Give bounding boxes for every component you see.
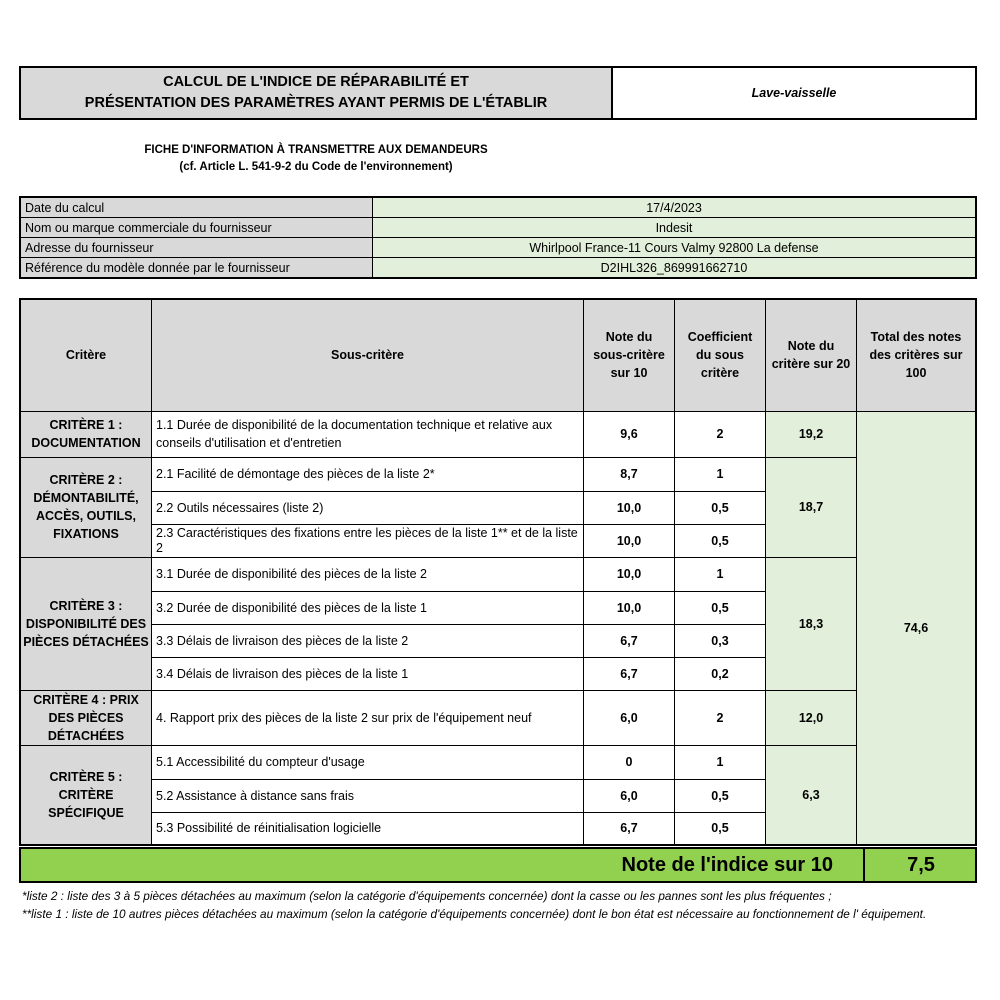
sub-criterion-note: 9,6 [584,411,675,457]
title-line-2: PRÉSENTATION DES PARAMÈTRES AYANT PERMIS DE L'ÉTABLIR [84,95,548,111]
header-coef: Coefficient du sous critère [675,299,766,411]
sub-criterion-coef: 0,5 [675,812,766,845]
table-row [20,557,976,591]
sub-criterion-coef: 0,2 [675,657,766,690]
header-critere: Critère [20,299,152,411]
sub-criterion-coef: 0,5 [675,591,766,624]
sheet-subtitle [19,142,613,176]
criterion-2-score: 18,7 [766,457,857,557]
info-row [20,258,976,279]
sub-criterion-note: 6,7 [584,624,675,657]
sub-criterion-note: 6,0 [584,690,675,745]
criterion-2-name: CRITÈRE 2 : DÉMONTABILITÉ, ACCÈS, OUTILS, FIXATIONS [20,457,152,557]
info-value: D2IHL326_869991662710 [373,258,977,279]
repairability-table [19,298,977,846]
sub-criterion-note: 6,0 [584,779,675,812]
info-label: Référence du modèle donnée par le fournisseur [20,258,373,279]
subtitle-line-2: (cf. Article L. 541-9-2 du Code de l'environnement) [179,161,453,173]
sub-criterion-label: 5.3 Possibilité de réinitialisation logicielle [152,812,584,845]
sub-criterion-coef: 0,5 [675,491,766,524]
info-row [20,218,976,238]
header-note-critere: Note du critère sur 20 [766,299,857,411]
sub-criterion-label: 4. Rapport prix des pièces de la liste 2 sur prix de l'équipement neuf [152,690,584,745]
info-value: Indesit [373,218,977,238]
footnotes [22,887,977,923]
sub-criterion-coef: 2 [675,411,766,457]
index-label: Note de l'indice sur 10 [621,853,833,876]
criterion-3-name: CRITÈRE 3 : DISPONIBILITÉ DES PIÈCES DÉTACHÉES [20,557,152,690]
header-sous-critere: Sous-critère [152,299,584,411]
criterion-3-score: 18,3 [766,557,857,690]
header-total: Total des notes des critères sur 100 [857,299,977,411]
criterion-5-name: CRITÈRE 5 : CRITÈRE SPÉCIFIQUE [20,745,152,845]
sub-criterion-coef: 1 [675,457,766,491]
header-row [20,299,976,411]
sub-criterion-label: 2.3 Caractéristiques des fixations entre les pièces de la liste 1** et de la liste 2 [152,524,584,557]
sub-criterion-note: 6,7 [584,657,675,690]
info-value: 17/4/2023 [373,197,977,218]
criterion-1-name: CRITÈRE 1 : DOCUMENTATION [20,411,152,457]
table-row [20,745,976,779]
document-title [19,66,613,120]
sub-criterion-coef: 1 [675,745,766,779]
table-row [20,457,976,491]
sub-criterion-label: 3.3 Délais de livraison des pièces de la liste 2 [152,624,584,657]
supplier-info-table [19,196,977,279]
sub-criterion-label: 2.1 Facilité de démontage des pièces de la liste 2* [152,457,584,491]
info-label: Date du calcul [20,197,373,218]
criterion-5-score: 6,3 [766,745,857,845]
sub-criterion-label: 2.2 Outils nécessaires (liste 2) [152,491,584,524]
sub-criterion-note: 10,0 [584,557,675,591]
table-row [20,411,976,457]
sub-criterion-note: 0 [584,745,675,779]
sub-criterion-note: 10,0 [584,491,675,524]
table-row [20,690,976,745]
info-row [20,238,976,258]
product-category: Lave-vaisselle [613,66,977,120]
footnote-liste-2: *liste 2 : liste des 3 à 5 pièces détachées au maximum (selon la catégorie d'équipements concernée) dont la casse ou les pannes sont les plus fréquentes ; [22,889,832,903]
sub-criterion-label: 5.1 Accessibilité du compteur d'usage [152,745,584,779]
sub-criterion-label: 3.1 Durée de disponibilité des pièces de la liste 2 [152,557,584,591]
sub-criterion-note: 6,7 [584,812,675,845]
total-score-100: 74,6 [857,411,977,845]
sub-criterion-label: 3.2 Durée de disponibilité des pièces de la liste 1 [152,591,584,624]
sub-criterion-label: 5.2 Assistance à distance sans frais [152,779,584,812]
header-note-sous: Note du sous-critère sur 10 [584,299,675,411]
info-value: Whirlpool France-11 Cours Valmy 92800 La defense [373,238,977,258]
sub-criterion-label: 3.4 Délais de livraison des pièces de la liste 1 [152,657,584,690]
sub-criterion-coef: 0,5 [675,779,766,812]
subtitle-line-1: FICHE D'INFORMATION À TRANSMETTRE AUX DEMANDEURS [144,144,488,156]
footnote-liste-1: **liste 1 : liste de 10 autres pièces détachées au maximum (selon la catégorie d'équipements concernée) dont le bon état est nécessaire au fonctionnement de l' équipement. [22,907,927,921]
sub-criterion-note: 10,0 [584,524,675,557]
sub-criterion-note: 10,0 [584,591,675,624]
sub-criterion-coef: 1 [675,557,766,591]
index-value: 7,5 [863,847,977,883]
info-label: Adresse du fournisseur [20,238,373,258]
sub-criterion-note: 8,7 [584,457,675,491]
sub-criterion-label: 1.1 Durée de disponibilité de la documentation technique et relative aux conseils d'utilisation et d'entretien [152,411,584,457]
info-row [20,197,976,218]
criterion-4-score: 12,0 [766,690,857,745]
criterion-4-name: CRITÈRE 4 : PRIX DES PIÈCES DÉTACHÉES [20,690,152,745]
info-label: Nom ou marque commerciale du fournisseur [20,218,373,238]
criterion-1-score: 19,2 [766,411,857,457]
sub-criterion-coef: 0,5 [675,524,766,557]
sub-criterion-coef: 0,3 [675,624,766,657]
sub-criterion-coef: 2 [675,690,766,745]
title-line-1: CALCUL DE L'INDICE DE RÉPARABILITÉ ET [163,74,469,90]
